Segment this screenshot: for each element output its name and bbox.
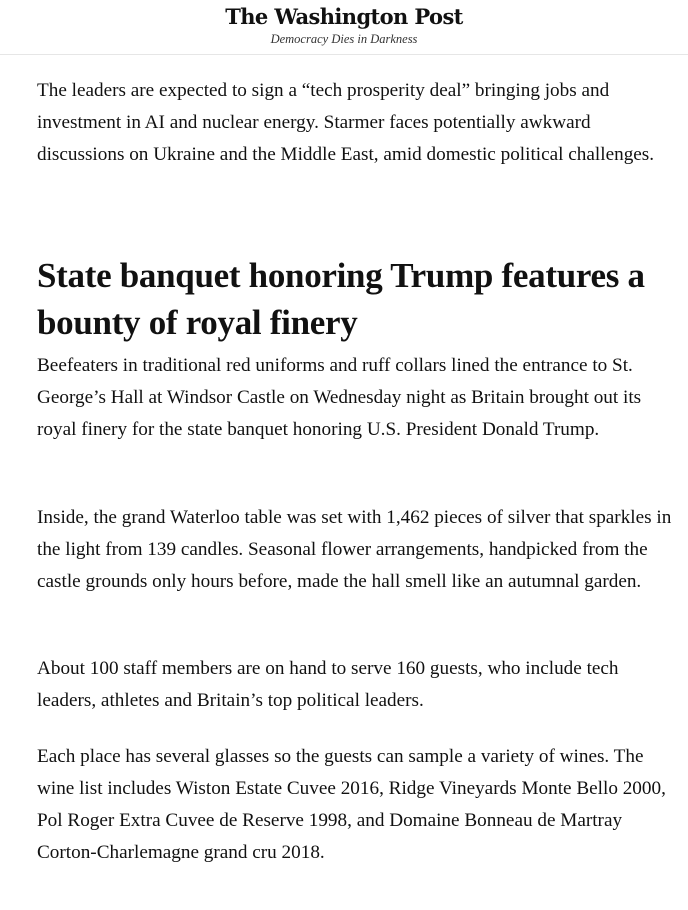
- intro-paragraph: The leaders are expected to sign a “tech prosperity deal” bringing jobs and investment in AI and nuclear energy. Starmer faces potentially awkward discussions on Ukraine and the Middle East, amid domestic political challenges.: [37, 80, 655, 165]
- site-logo[interactable]: The Washington Post: [225, 4, 463, 29]
- article-paragraph: Beefeaters in traditional red uniforms and ruff collars lined the entrance to St. George’s Hall at Windsor Castle on Wednesday night as Britain brought out its royal finery for the state banquet honoring U.S. President Donald Trump.: [37, 355, 642, 440]
- section-headline: State banquet honoring Trump features a bounty of royal finery: [37, 256, 645, 342]
- article-paragraph: About 100 staff members are on hand to serve 160 guests, who include tech leaders, athletes and Britain’s top political leaders.: [37, 658, 619, 711]
- masthead: [0, 0, 688, 55]
- site-tagline: Democracy Dies in Darkness: [270, 32, 418, 46]
- article-paragraph: Inside, the grand Waterloo table was set with 1,462 pieces of silver that sparkles in the light from 139 candles. Seasonal flower arrangements, handpicked from the castle grounds only hours before, made the hall smell like an autumnal garden.: [37, 507, 672, 592]
- article-paragraph: Each place has several glasses so the guests can sample a variety of wines. The wine list includes Wiston Estate Cuvee 2016, Ridge Vineyards Monte Bello 2000, Pol Roger Extra Cuvee de Reserve 1998, and Domaine Bonneau de Martray Corton-Charlemagne grand cru 2018.: [37, 746, 666, 863]
